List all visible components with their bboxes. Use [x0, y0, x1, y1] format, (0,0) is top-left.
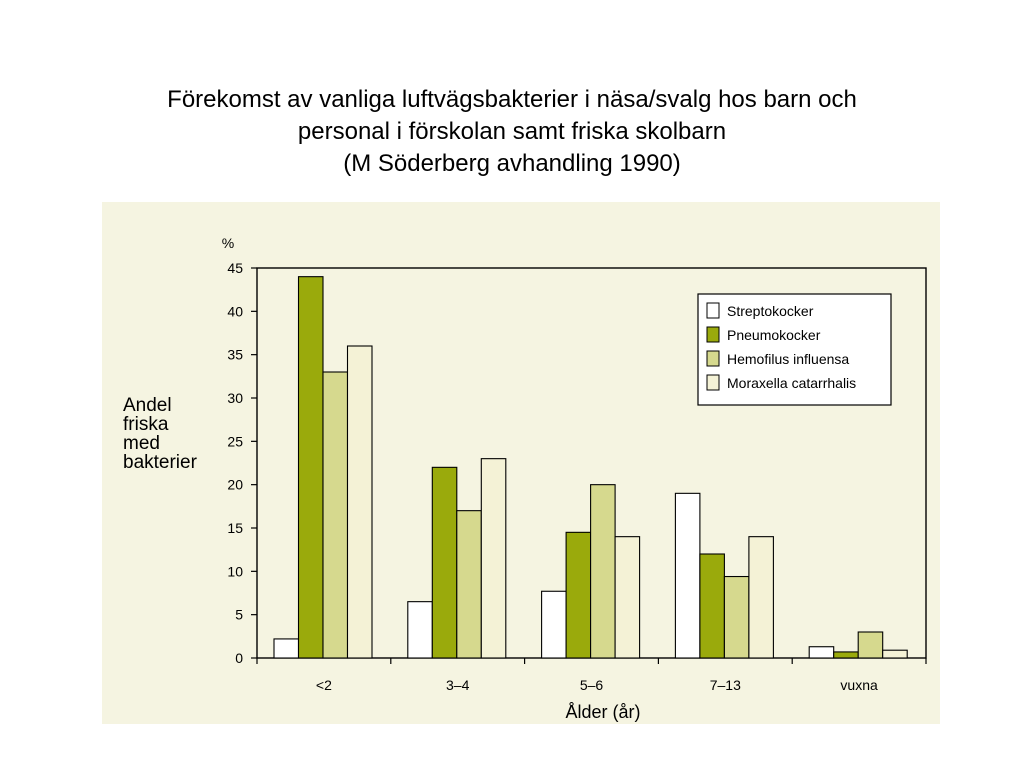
- y-axis-title-line: med: [123, 433, 160, 454]
- bar: [323, 372, 348, 658]
- bar: [348, 346, 373, 658]
- y-tick-label: 5: [235, 606, 243, 623]
- bar: [408, 602, 433, 658]
- bar: [457, 511, 482, 658]
- y-tick-label: 0: [235, 650, 243, 666]
- bar: [615, 537, 640, 658]
- x-tick-label: 7–13: [709, 677, 741, 693]
- x-axis-title: Ålder (år): [565, 702, 641, 722]
- bar: [724, 577, 749, 658]
- y-tick-label: 20: [227, 476, 243, 493]
- bar: [299, 277, 324, 658]
- bar: [675, 493, 700, 658]
- bar: [749, 537, 774, 658]
- y-axis-title-line: Andel: [123, 395, 172, 416]
- bar: [542, 591, 567, 658]
- legend-label: Pneumokocker: [727, 327, 821, 343]
- y-axis-title: [123, 396, 197, 472]
- y-tick-label: 35: [227, 346, 243, 363]
- legend-label: Streptokocker: [727, 303, 814, 319]
- x-tick-label: vuxna: [840, 677, 878, 693]
- bar: [591, 485, 616, 658]
- legend-swatch: [707, 351, 719, 366]
- title-line-1: Förekomst av vanliga luftvägsbakterier i näsa/svalg hos barn och: [167, 86, 857, 113]
- bar: [883, 650, 908, 658]
- y-tick-label: 40: [227, 303, 243, 320]
- legend-swatch: [707, 303, 719, 318]
- bar: [809, 647, 834, 658]
- y-tick-label: 25: [227, 433, 243, 450]
- bar: [481, 459, 506, 658]
- bar: [432, 467, 457, 658]
- bar: [274, 639, 299, 658]
- x-tick-label: <2: [315, 677, 332, 693]
- legend-label: Hemofilus influensa: [727, 351, 850, 367]
- x-tick-label: 3–4: [446, 677, 470, 693]
- bar: [834, 652, 859, 658]
- title-line-3: (M Söderberg avhandling 1990): [343, 150, 681, 177]
- bar: [566, 532, 591, 658]
- legend-swatch: [707, 327, 719, 342]
- bar: [700, 554, 725, 658]
- y-tick-label: 30: [227, 390, 243, 406]
- y-tick-label: 15: [227, 520, 243, 536]
- bar: [858, 632, 883, 658]
- legend-swatch: [707, 375, 719, 390]
- title-line-2: personal i förskolan samt friska skolbarn: [297, 118, 727, 145]
- y-unit-label: %: [221, 235, 235, 251]
- legend-label: Moraxella catarrhalis: [727, 375, 857, 391]
- y-axis-title-line: bakterier: [123, 452, 197, 473]
- x-tick-label: 5–6: [579, 677, 604, 693]
- y-axis-title-line: friska: [123, 414, 169, 435]
- y-tick-label: 45: [227, 260, 243, 276]
- y-tick-label: 10: [227, 563, 243, 580]
